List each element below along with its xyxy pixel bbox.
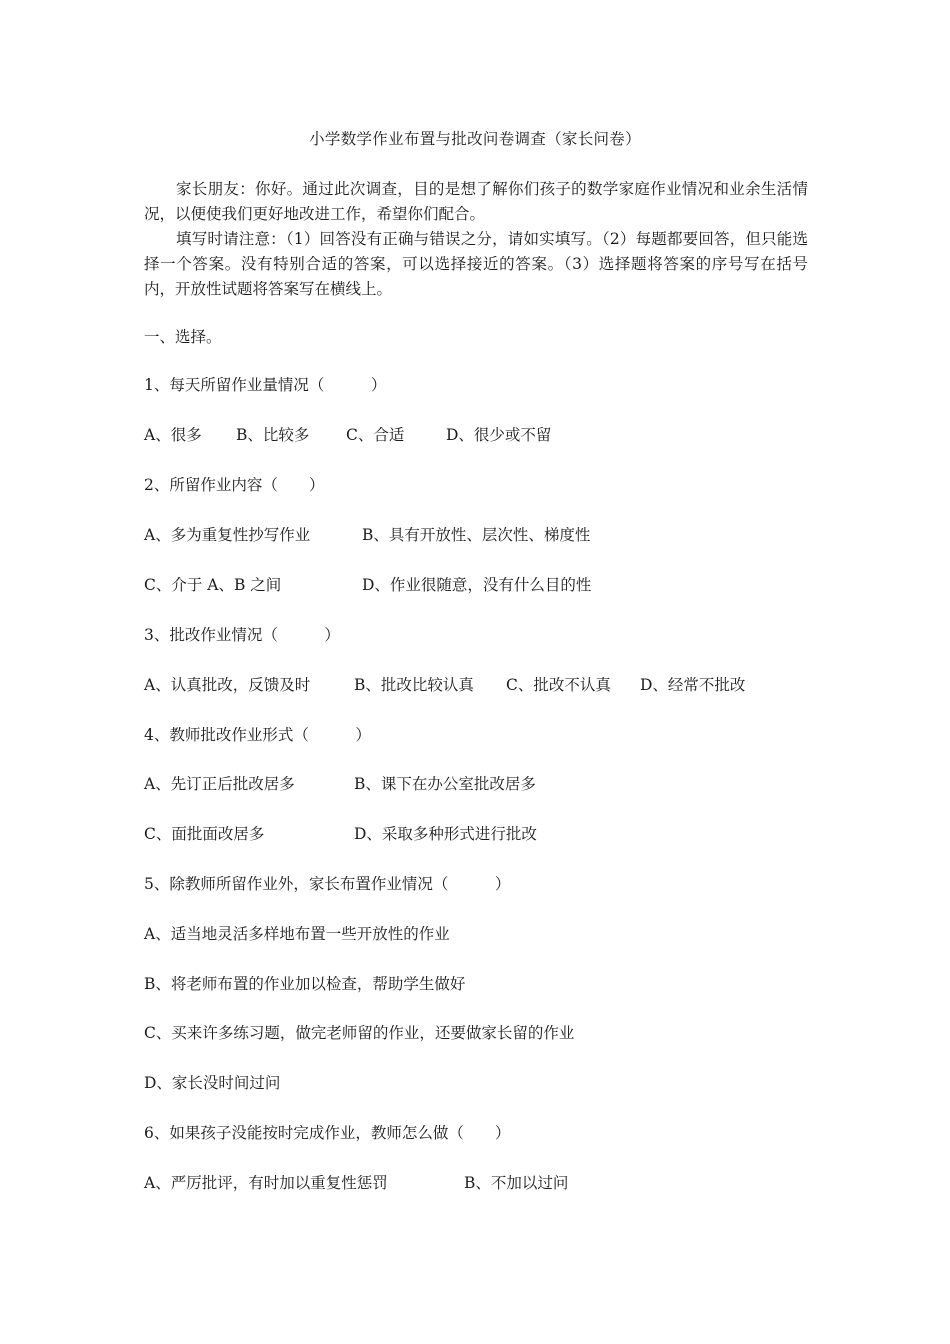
option-b: B、批改比较认真 [354,676,474,694]
option-a: A、严厉批评，有时加以重复性惩罚 [144,1174,388,1192]
option-b: B、比较多 [236,426,310,444]
option-a: A、先订正后批改居多 [144,775,295,793]
option-d: D、很少或不留 [446,426,552,444]
option-a: A、很多 [144,426,202,444]
question-3-options [144,674,808,696]
option-d: D、采取多种形式进行批改 [354,825,537,843]
intro-notes: 填写时请注意：（1）回答没有正确与错误之分，请如实填写。（2）每题都要回答，但只能选择一个答案。没有特别合适的答案，可以选择接近的答案。（3）选择题将答案的序号写在括号内，开放性试题将答案写在横线上。 [144,230,808,298]
question-5-option-c: C、买来许多练习题，做完老师留的作业，还要做家长留的作业 [144,1024,575,1042]
question-2-options-row1 [144,524,808,546]
question-1-options [144,424,808,446]
question-6: 6、如果孩子没能按时完成作业，教师怎么做（ ） [144,1124,511,1142]
option-a: A、认真批改，反馈及时 [144,676,311,694]
option-d: D、经常不批改 [640,676,746,694]
intro-section [144,177,808,302]
section-heading: 一、选择。 [144,328,222,346]
option-c: C、批改不认真 [506,676,611,694]
question-4-options-row2 [144,823,808,845]
question-5-option-a: A、适当地灵活多样地布置一些开放性的作业 [144,925,450,943]
question-2: 2、所留作业内容（ ） [144,476,325,494]
document-title: 小学数学作业布置与批改问卷调查（家长问卷） [309,130,641,148]
question-5-option-b: B、将老师布置的作业加以检查，帮助学生做好 [144,975,466,993]
question-6-options [144,1172,808,1194]
option-c: C、合适 [346,426,405,444]
option-c: C、介于 A、B 之间 [144,576,282,594]
question-5: 5、除教师所留作业外，家长布置作业情况（ ） [144,875,511,893]
option-c: C、面批面改居多 [144,825,265,843]
intro-greeting: 家长朋友：你好。通过此次调查，目的是想了解你们孩子的数学家庭作业情况和业余生活情况，以便使我们更好地改进工作，希望你们配合。 [144,180,808,223]
question-5-option-d: D、家长没时间过问 [144,1074,281,1092]
option-a: A、多为重复性抄写作业 [144,526,311,544]
option-b: B、不加以过问 [464,1174,569,1192]
option-d: D、作业很随意，没有什么目的性 [362,576,592,594]
question-1: 1、每天所留作业量情况（ ） [144,376,387,394]
question-3: 3、批改作业情况（ ） [144,626,340,644]
question-4-options-row1 [144,773,808,795]
question-2-options-row2 [144,574,808,596]
question-4: 4、教师批改作业形式（ ） [144,726,371,744]
option-b: B、具有开放性、层次性、梯度性 [362,526,591,544]
option-b: B、课下在办公室批改居多 [354,775,536,793]
